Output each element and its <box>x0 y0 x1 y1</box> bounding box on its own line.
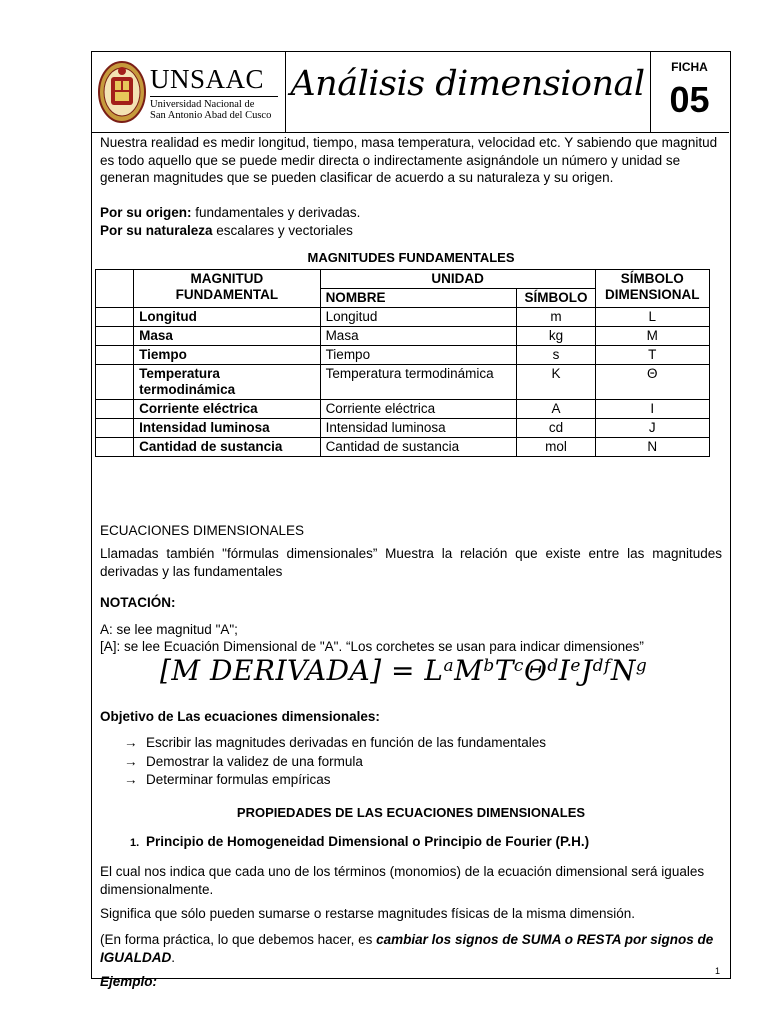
cell-nombre: Temperatura termodinámica <box>320 365 517 400</box>
intro-paragraph: Nuestra realidad es medir longitud, tiempo, masa temperatura, velocidad etc. Y sabiendo que magnitud es todo aquello que se puede medir directa o indirectamente asignándole un número y unidad se generan magnitudes que se pueden clasificar de acuerdo a su naturaleza y su origen. <box>100 135 718 185</box>
header <box>92 52 729 133</box>
cell-simbolo: cd <box>517 419 595 438</box>
cell-magnitud: Tiempo <box>134 346 320 365</box>
table-header-nombre: NOMBRE <box>320 289 517 308</box>
formula-exponent: e <box>570 656 581 676</box>
cell-dimensional: J <box>595 419 709 438</box>
cell-dimensional: Θ <box>595 365 709 400</box>
cell-magnitud: Masa <box>134 327 320 346</box>
propiedades-p2: Significa que sólo pueden sumarse o restarse magnitudes físicas de la misma dimensión. <box>100 906 636 921</box>
table-row <box>96 308 710 327</box>
table-header-dimensional-line1: SÍMBOLO <box>620 271 684 286</box>
formula-left: [M DERIVADA] = <box>160 654 425 687</box>
formula-exponent: df <box>592 656 611 676</box>
formula-exponent: g <box>635 656 648 676</box>
formula-base: Θ <box>523 654 548 687</box>
propiedades-heading: PROPIEDADES DE LAS ECUACIONES DIMENSIONALES <box>236 805 586 820</box>
p3-bold: cambiar los signos de SUMA o RESTA por signos de IGUALDAD <box>100 932 714 965</box>
cell-nombre: Corriente eléctrica <box>320 400 517 419</box>
table-header-index <box>96 270 134 308</box>
cell-magnitud: Temperatura termodinámica <box>134 365 320 400</box>
row-index <box>96 365 134 400</box>
arrow-right-icon: → <box>124 753 138 769</box>
table-body <box>96 308 710 457</box>
formula-exponent: b <box>483 656 495 676</box>
brand-divider <box>150 96 278 97</box>
row-index <box>96 346 134 365</box>
ejemplo-label: Ejemplo: <box>100 974 158 989</box>
row-index <box>96 327 134 346</box>
logo-box <box>92 52 286 132</box>
formula-base: L <box>424 654 444 687</box>
objetivo-item-2: Demostrar la validez de una formula <box>146 753 363 769</box>
table-row <box>96 400 710 419</box>
page-title: Análisis dimensional <box>290 64 645 104</box>
objetivo-item-1: Escribir las magnitudes derivadas en función de las fundamentales <box>146 735 546 750</box>
page-number: 1 <box>714 966 720 976</box>
formula-base: N <box>610 654 636 687</box>
item-number: 1. <box>130 837 140 849</box>
brand-subtitle-line2: San Antonio Abad del Cusco <box>150 110 272 121</box>
row-index <box>96 308 134 327</box>
list-item <box>124 734 546 753</box>
magnitudes-table <box>95 269 710 457</box>
table-header-unidad: UNIDAD <box>320 270 595 289</box>
cell-simbolo: m <box>517 308 595 327</box>
cell-magnitud: Cantidad de sustancia <box>134 438 320 457</box>
notacion-line2: [A]: se lee Ecuación Dimensional de "A". “Los corchetes se usan para indicar dimensiones” <box>100 639 644 654</box>
cell-nombre: Masa <box>320 327 517 346</box>
origin-text: fundamentales y derivadas. <box>191 205 361 220</box>
formula-exponent: c <box>513 656 524 676</box>
objetivo-list <box>124 734 546 790</box>
cell-dimensional: N <box>595 438 709 457</box>
objetivo-heading: Objetivo de Las ecuaciones dimensionales: <box>100 709 380 724</box>
formula-terms <box>424 654 647 687</box>
list-item <box>124 753 546 772</box>
ecuaciones-text: Llamadas también "fórmulas dimensionales” Muestra la relación que existe entre las magnitudes derivadas y las fundamentales <box>100 546 722 579</box>
origin-label: Por su origen: <box>100 205 192 220</box>
cell-dimensional: L <box>595 308 709 327</box>
table-header-dimensional <box>595 270 709 308</box>
table-row <box>96 438 710 457</box>
formula-base: M <box>454 654 484 687</box>
origin-line <box>100 204 722 222</box>
cell-simbolo: mol <box>517 438 595 457</box>
table-header-row <box>96 270 710 289</box>
cell-dimensional: I <box>595 400 709 419</box>
p3-plain: (En forma práctica, lo que debemos hacer, es <box>100 932 377 947</box>
cell-nombre: Intensidad luminosa <box>320 419 517 438</box>
propiedades-p1: El cual nos indica que cada uno de los términos (monomios) de la ecuación dimensional será iguales dimensionalmente. <box>100 864 705 897</box>
notacion-heading: NOTACIÓN: <box>100 595 176 610</box>
propiedades-item-1 <box>130 833 752 853</box>
cell-simbolo: kg <box>517 327 595 346</box>
cell-magnitud: Corriente eléctrica <box>134 400 320 419</box>
table-header-magnitud-line1: MAGNITUD <box>190 271 264 286</box>
cell-magnitud: Longitud <box>134 308 320 327</box>
cell-nombre: Cantidad de sustancia <box>320 438 517 457</box>
brand-subtitle-line1: Universidad Nacional de <box>150 99 255 110</box>
brand-subtitle <box>150 99 271 121</box>
table-header-magnitud <box>134 270 320 308</box>
table-row <box>96 346 710 365</box>
notacion-line1: A: se lee magnitud "A"; <box>100 622 238 637</box>
title-box <box>285 52 651 132</box>
cell-simbolo: A <box>517 400 595 419</box>
formula-base: I <box>558 654 571 687</box>
worksheet <box>91 51 731 989</box>
formula-base: T <box>494 654 514 687</box>
cell-dimensional: T <box>595 346 709 365</box>
table-title: MAGNITUDES FUNDAMENTALES <box>307 250 515 265</box>
cell-nombre: Tiempo <box>320 346 517 365</box>
brand-name: UNSAAC <box>150 64 265 94</box>
nature-label: Por su naturaleza <box>100 223 213 238</box>
nature-text: escalares y vectoriales <box>212 223 353 238</box>
cell-magnitud: Intensidad luminosa <box>134 419 320 438</box>
item-title: Principio de Homogeneidad Dimensional o Principio de Fourier (P.H.) <box>146 834 590 849</box>
dimensional-formula <box>160 654 648 687</box>
ficha-box <box>650 52 729 132</box>
propiedades-p3 <box>100 931 722 966</box>
cell-simbolo: s <box>517 346 595 365</box>
nature-line <box>100 222 722 240</box>
row-index <box>96 419 134 438</box>
ficha-label: FICHA <box>671 60 708 74</box>
ficha-number: 05 <box>669 79 710 120</box>
formula-exponent: a <box>443 656 455 676</box>
table-row <box>96 419 710 438</box>
arrow-right-icon: → <box>124 772 138 787</box>
cell-simbolo: K <box>517 365 595 400</box>
table-header-dimensional-line2: DIMENSIONAL <box>605 287 700 302</box>
arrow-right-icon: → <box>124 735 138 750</box>
objetivo-item-3: Determinar formulas empíricas <box>146 772 331 787</box>
table-row <box>96 365 710 400</box>
table-header-simbolo: SÍMBOLO <box>517 289 595 308</box>
formula-base: J <box>580 654 593 687</box>
row-index <box>96 400 134 419</box>
list-item <box>124 771 546 790</box>
university-seal-icon <box>98 59 146 123</box>
table-header-magnitud-line2: FUNDAMENTAL <box>175 287 279 302</box>
row-index <box>96 438 134 457</box>
ecuaciones-heading: ECUACIONES DIMENSIONALES <box>100 523 305 538</box>
p3-end: . <box>171 949 176 965</box>
cell-dimensional: M <box>595 327 709 346</box>
cell-nombre: Longitud <box>320 308 517 327</box>
table-row <box>96 327 710 346</box>
formula-exponent: d <box>547 656 559 676</box>
